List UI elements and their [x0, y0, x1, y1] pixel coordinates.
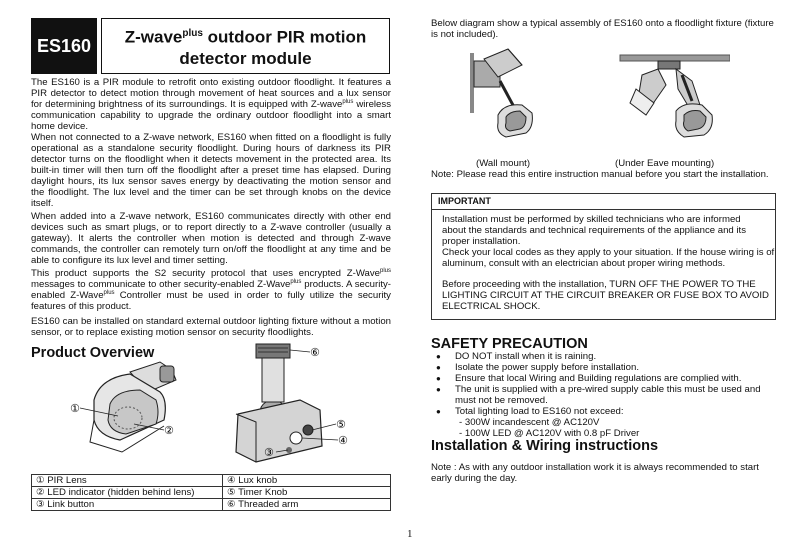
intro-paragraph-5: ES160 can be installed on standard external outdoor lighting fixture without a motion sensor, or to replace existing motion sensor on security floodlights. [31, 316, 391, 338]
parts-table [31, 474, 391, 511]
important-line: about the standards and technical requirements of the appliance and its [442, 225, 747, 236]
warning-line: Before proceeding with the installation, TURN OFF THE POWER TO THE [442, 279, 756, 290]
part-label: ③ Link button [32, 499, 223, 511]
callout-6 [290, 346, 320, 359]
safety-list [431, 351, 781, 417]
svg-text:④: ④ [338, 434, 348, 447]
important-line: proper installation. [442, 236, 521, 247]
list-item: ● The unit is supplied with a pre-wired supply cable this must be used and must not be removed. [431, 384, 781, 406]
intro-paragraph-2: When not connected to a Z-wave network, ES160 when fitted on a floodlight is fully operational as a standalone security floodlight. During hours of darkness its PIR detector turns on the floodlight when it detects movement in the protected area. Its built-in timer will then turn off the floodlight after a preset time has elapsed. During daylight hours, its lux sensor saves energy by deactivating the motion sensor and the floodlight. The lux level and the timer can be set through knobs on the device itself. [31, 132, 391, 209]
svg-text:①: ① [70, 402, 80, 415]
list-item: ● Ensure that local Wiring and Building regulations are complied with. [431, 373, 781, 384]
parts-table-row [32, 499, 391, 511]
title-line-1: Z-wave$^{plus}$ outdoor PIR motion [124, 27, 367, 47]
list-item: ● Total lighting load to ES160 not exceed: [431, 406, 781, 417]
installation-note: Note : As with any outdoor installation work it is always recommended to start early during the day. [431, 462, 759, 484]
wall-mount-illustration [470, 49, 532, 137]
important-line: aluminum, consult with an electrician about proper wiring methods. [442, 258, 726, 269]
parts-table-row [32, 487, 391, 499]
power-warning [432, 269, 775, 312]
important-line: Installation must be performed by skilled technicians who are informed [442, 214, 741, 225]
important-heading: IMPORTANT [432, 194, 775, 210]
assembly-diagram [470, 45, 730, 157]
list-item: ● Isolate the power supply before installation. [431, 362, 781, 373]
page-number: 1 [407, 528, 413, 540]
important-box [431, 193, 776, 320]
installation-heading: Installation & Wiring instructions [431, 438, 659, 454]
part-label: ⑤ Timer Knob [223, 487, 391, 499]
document-title [101, 18, 390, 74]
important-body [432, 210, 775, 269]
safety-heading: SAFETY PRECAUTION [431, 336, 588, 352]
part-label: ⑥ Threaded arm [223, 499, 391, 511]
product-overview-diagram [60, 340, 370, 470]
pir-unit-front-view [90, 362, 176, 452]
intro-paragraph-4: This product supports the S2 security protocol that uses encrypted Z-Wave$^{plus}$ messages to communicate to other security-enabled Z-Wave$^{plus}$ products. A security-enabled Z-Wave$^{plus}$ Controller must be used in order to fully utilize the security features of this product. [31, 267, 391, 312]
part-label: ② LED indicator (hidden behind lens) [32, 487, 223, 499]
title-line-2: detector module [179, 48, 312, 68]
intro-paragraph-1: The ES160 is a PIR module to retrofit onto existing outdoor floodlight. It features a PIR detector to detect motion through movement of heat sources and a lux sensor for determining brightness of its surroundings. It is equipped with Z-wave$^{plus}$ wireless communication capability to upgrade the ordinary outdoor floodlight into a smart home device. [31, 77, 391, 132]
model-code-badge [31, 18, 97, 74]
read-manual-note: Note: Please read this entire instruction manual before you start the installation. [431, 169, 769, 180]
warning-line: LIGHTING CIRCUIT AT THE CIRCUIT BREAKER OR FUSE BOX TO AVOID [442, 290, 769, 301]
part-label: ① PIR Lens [32, 475, 223, 487]
parts-table-row [32, 475, 391, 487]
warning-line: ELECTRICAL SHOCK. [442, 301, 541, 312]
model-code: ES160 [36, 35, 92, 56]
product-overview-heading: Product Overview [31, 345, 155, 361]
load-limits [431, 417, 639, 439]
svg-text:③: ③ [264, 446, 274, 459]
assembly-intro: Below diagram show a typical assembly of ES160 onto a floodlight fixture (fixture is not included). [431, 18, 774, 40]
caption-wall-mount: (Wall mount) [476, 158, 531, 169]
intro-paragraph-3: When added into a Z-wave network, ES160 communicates directly with other end devices such as smart plugs, or to report directly to a Z-wave controller (usually a gateway). It alerts the controller when motion is detected and through Z-wave commands, the controller can remotely turn on/off the floodlight at any time and be able to configure its lux level and timer setting. [31, 211, 391, 266]
svg-text:②: ② [164, 424, 174, 437]
load-limit-line: - 100W LED @ AC120V with 0.8 pF Driver [459, 428, 640, 439]
eave-mount-illustration [620, 55, 730, 137]
part-label: ④ Lux knob [223, 475, 391, 487]
caption-eave-mount: (Under Eave mounting) [615, 158, 715, 169]
pir-unit-back-view [236, 344, 322, 462]
svg-text:⑤: ⑤ [336, 418, 346, 431]
svg-text:⑥: ⑥ [310, 346, 320, 359]
important-line: Check your local codes as they apply to your situation. If the house wiring is of [442, 247, 775, 258]
load-limit-line: - 300W incandescent @ AC120V [459, 417, 600, 428]
list-item: ● DO NOT install when it is raining. [431, 351, 781, 362]
